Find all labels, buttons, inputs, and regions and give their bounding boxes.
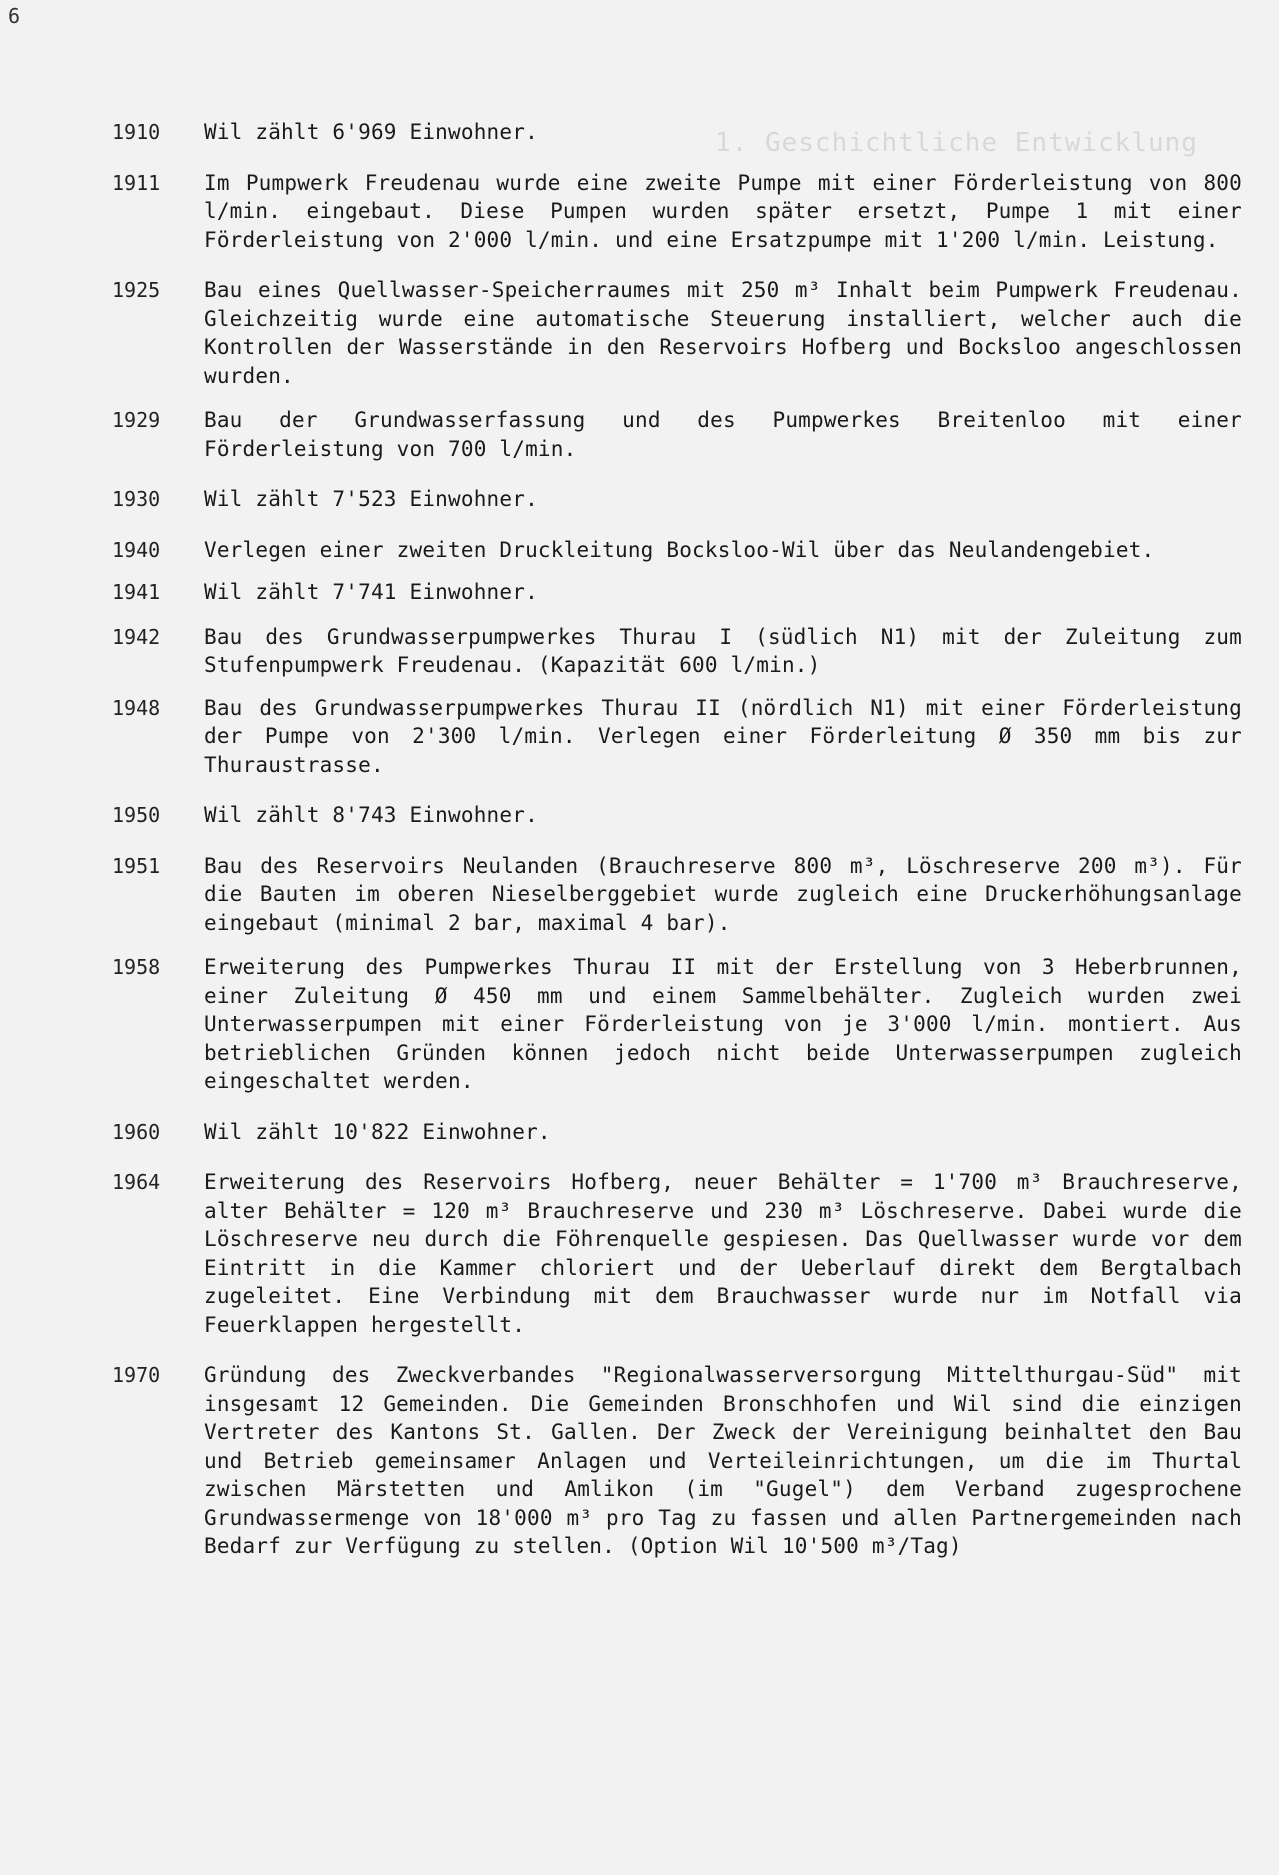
entry-year: 1958	[112, 955, 161, 979]
entry-text: Erweiterung des Pumpwerkes Thurau II mit der Erstellung von 3 Heberbrunnen, einer Zuleitung Ø 450 mm und einem Sammelbehälter. Zugleich wurden zwei Unterwasserpumpen mit einer Förderleistung von je 3'000 l/min. montiert. Aus betrieblichen Gründen können jedoch nicht beide Unterwasserpumpen zugleich eingeschaltet werden.	[204, 955, 1242, 1093]
bleed-through-heading: 1. Geschichtliche Entwicklung	[715, 128, 1198, 158]
entry-text: Bau eines Quellwasser-Speicherraumes mit 250 m³ Inhalt beim Pumpwerk Freudenau. Gleichzeitig wurde eine automatische Steuerung installiert, welcher auch die Kontrollen der Wasserstände in den Reservoirs Hofberg und Bocksloo angeschlossen wurden.	[204, 278, 1242, 388]
chronology-list	[112, 118, 1242, 1561]
chronology-entry	[112, 1361, 1242, 1561]
chronology-entry	[112, 801, 1242, 830]
chronology-entry	[112, 1118, 1242, 1147]
chronology-entry	[112, 169, 1242, 255]
entry-year: 1950	[112, 803, 161, 827]
chronology-entry	[112, 623, 1242, 680]
entry-text: Erweiterung des Reservoirs Hofberg, neuer Behälter = 1'700 m³ Brauchreserve, alter Behälter = 120 m³ Brauchreserve und 230 m³ Löschreserve. Dabei wurde die Löschreserve neu durch die Föhrenquelle gespiesen. Das Quellwasser wurde vor dem Eintritt in die Kammer chloriert und der Ueberlauf direkt dem Bergtalbach zugeleitet. Eine Verbindung mit dem Brauchwasser wurde nur im Notfall via Feuerklappen hergestellt.	[204, 1170, 1242, 1337]
chronology-entry	[112, 536, 1242, 565]
entry-text: Gründung des Zweckverbandes "Regionalwasserversorgung Mittelthurgau-Süd" mit insgesamt 12 Gemeinden. Die Gemeinden Bronschhofen und Wil sind die einzigen Vertreter des Kantons St. Gallen. Der Zweck der Vereinigung beinhaltet den Bau und Betrieb gemeinsamer Anlagen und Verteileinrichtungen, um die im Thurtal zwischen Märstetten und Amlikon (im "Gugel") dem Verband zugesprochene Grundwassermenge von 18'000 m³ pro Tag zu fassen und allen Partnergemeinden nach Bedarf zur Verfügung zu stellen. (Option Wil 10'500 m³/Tag)	[204, 1363, 1242, 1558]
entry-text: Verlegen einer zweiten Druckleitung Bocksloo-Wil über das Neulandengebiet.	[204, 537, 1155, 562]
entry-text: Wil zählt 7'523 Einwohner.	[204, 487, 538, 511]
entry-text: Bau der Grundwasserfassung und des Pumpwerkes Breitenloo mit einer Förderleistung von 700 l/min.	[204, 408, 1242, 461]
entry-text: Wil zählt 6'969 Einwohner.	[204, 120, 538, 144]
chronology-entry	[112, 118, 1242, 147]
entry-year: 1970	[112, 1363, 161, 1387]
entry-text: Bau des Grundwasserpumpwerkes Thurau I (südlich N1) mit der Zuleitung zum Stufenpumpwerk Freudenau. (Kapazität 600 l/min.)	[204, 624, 1242, 677]
entry-year: 1910	[112, 120, 161, 144]
entry-year: 1940	[112, 537, 161, 562]
chronology-entry	[112, 485, 1242, 514]
entry-year: 1948	[112, 695, 161, 720]
page-number: 6	[8, 4, 21, 28]
entry-text: Bau des Reservoirs Neulanden (Brauchreserve 800 m³, Löschreserve 200 m³). Für die Bauten im oberen Nieselberggebiet wurde zugleich eine Druckerhöhungsanlage eingebaut (minimal 2 bar, maximal 4 bar).	[204, 853, 1242, 935]
entry-year: 1929	[112, 408, 161, 432]
chronology-entry	[112, 406, 1242, 463]
entry-year: 1911	[112, 170, 161, 195]
entry-year: 1925	[112, 278, 161, 302]
chronology-entry	[112, 694, 1242, 780]
chronology-entry	[112, 1168, 1242, 1339]
entry-text: Wil zählt 8'743 Einwohner.	[204, 803, 538, 827]
entry-year: 1942	[112, 624, 161, 649]
entry-year: 1930	[112, 487, 161, 511]
chronology-entry	[112, 953, 1242, 1096]
entry-year: 1960	[112, 1119, 161, 1144]
entry-year: 1941	[112, 580, 161, 604]
entry-text: Wil zählt 7'741 Einwohner.	[204, 580, 538, 604]
entry-text: Im Pumpwerk Freudenau wurde eine zweite Pumpe mit einer Förderleistung von 800 l/min. eingebaut. Diese Pumpen wurden später ersetzt, Pumpe 1 mit einer Förderleistung von 2'000 l/min. und eine Ersatzpumpe mit 1'200 l/min. Leistung.	[204, 170, 1242, 252]
entry-text: Wil zählt 10'822 Einwohner.	[204, 1119, 551, 1144]
entry-year: 1964	[112, 1170, 161, 1194]
entry-year: 1951	[112, 853, 161, 878]
entry-text: Bau des Grundwasserpumpwerkes Thurau II (nördlich N1) mit einer Förderleistung der Pumpe von 2'300 l/min. Verlegen einer Förderleitung Ø 350 mm bis zur Thuraustrasse.	[204, 695, 1242, 777]
chronology-entry	[112, 578, 1242, 607]
chronology-entry	[112, 276, 1242, 390]
chronology-entry	[112, 852, 1242, 938]
